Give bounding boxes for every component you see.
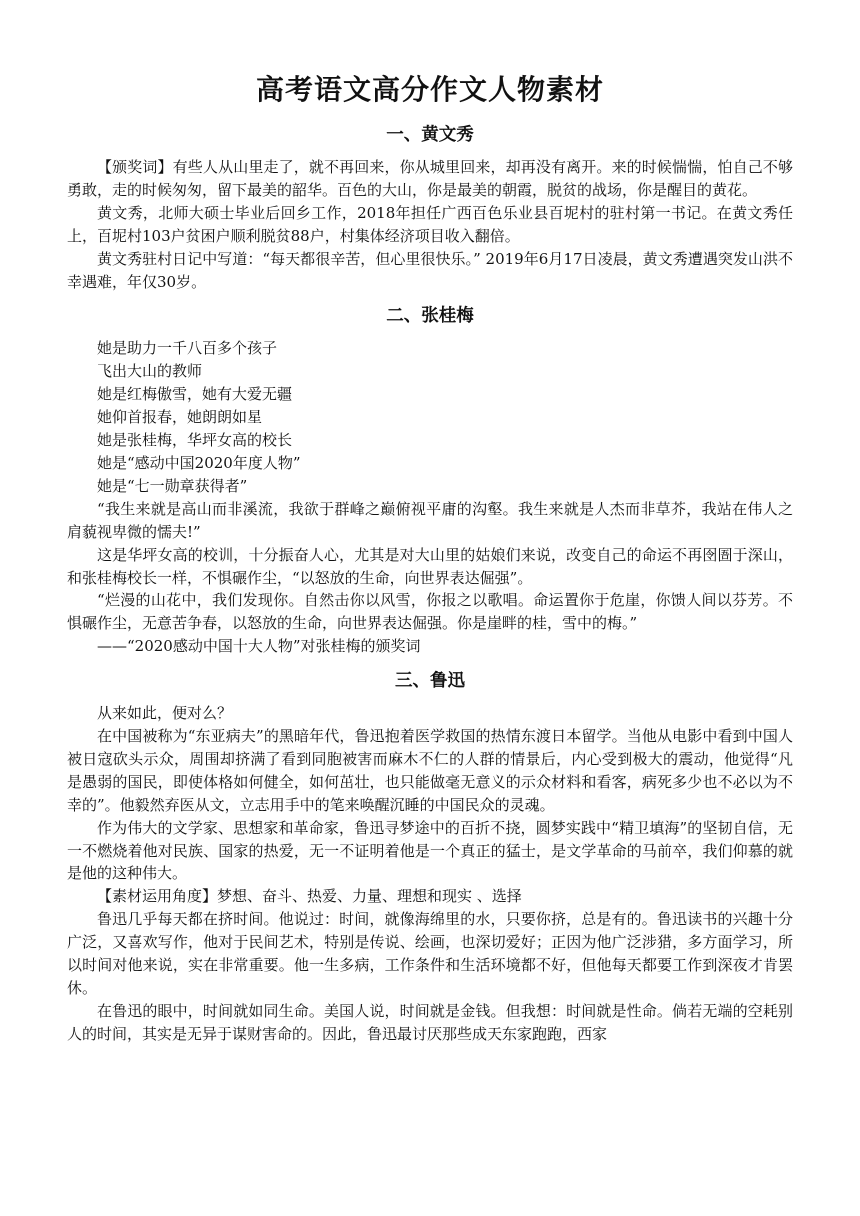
- poem-line: 她是“七一勋章获得者”: [97, 476, 248, 495]
- poem-line: 她是红梅傲雪，她有大爱无疆: [97, 385, 293, 404]
- paragraph: “我生来就是高山而非溪流，我欲于群峰之巅俯视平庸的沟壑。我生来就是人杰而非草芥，我站在伟人之肩藐视卑微的懦夫!”: [67, 499, 793, 541]
- paragraph: 【素材运用角度】梦想、奋斗、热爱、力量、理想和现实 、选择: [97, 887, 522, 906]
- poem-line: 她是“感动中国2020年度人物”: [97, 453, 301, 472]
- section-heading-huang-wenxiu: 一、黄文秀: [386, 125, 474, 145]
- paragraph: 从来如此，便对么？: [97, 704, 233, 723]
- poem-line: 她是张桂梅，华坪女高的校长: [97, 431, 293, 450]
- poem-line: 飞出大山的教师: [97, 362, 203, 381]
- paragraph: 鲁迅几乎每天都在挤时间。他说过：时间，就像海绵里的水，只要你挤，总是有的。鲁迅读书的兴趣十分广泛，又喜欢写作，他对于民间艺术，特别是传说、绘画，也深切爱好；正因为他广泛涉猎，多方面学习，所以时间对他来说，实在非常重要。他一生多病，工作条件和生活环境都不好，但他每天都要工作到深夜才肯罢休。: [67, 910, 793, 997]
- poem-line: 她是助力一千八百多个孩子: [97, 339, 278, 358]
- paragraph: 在中国被称为“东亚病夫”的黑暗年代，鲁迅抱着医学救国的热情东渡日本留学。当他从电影中看到中国人被日寇砍头示众，周围却挤满了看到同胞被害而麻木不仁的人群的情景后，内心受到极大的震动，他觉得“凡是愚弱的国民，即使体格如何健全，如何茁壮，也只能做毫无意义的示众材料和看客，病死多少也不必以为不幸的”。他毅然弃医从文，立志用手中的笔来唤醒沉睡的中国民众的灵魂。: [67, 727, 793, 814]
- poem-line: 她仰首报春，她朗朗如星: [97, 408, 263, 427]
- section-heading-lu-xun: 三、鲁迅: [395, 671, 465, 692]
- paragraph: 在鲁迅的眼中，时间就如同生命。美国人说，时间就是金钱。但我想：时间就是性命。倘若无端的空耗别人的时间，其实是无异于谋财害命的。因此，鲁迅最讨厌那些成天东家跑跑，西家: [67, 1001, 793, 1043]
- section-heading-zhang-guimei: 二、张桂梅: [386, 306, 474, 327]
- paragraph: 黄文秀驻村日记中写道：“每天都很辛苦，但心里很快乐。” 2019年6月17日凌晨，黄文秀遭遇突发山洪不幸遇难，年仅30岁。: [67, 249, 793, 291]
- document-title: 高考语文高分作文人物素材: [255, 73, 604, 106]
- paragraph: “烂漫的山花中，我们发现你。自然击你以风雪，你报之以歌唱。命运置你于危崖，你馈人间以芬芳。不惧碾作尘，无意苦争春，以怒放的生命，向世界表达倔强。你是崖畔的桂，雪中的梅。”: [67, 591, 793, 633]
- paragraph: 作为伟大的文学家、思想家和革命家，鲁迅寻梦途中的百折不挠，圆梦实践中“精卫填海”的坚韧自信，无一不燃烧着他对民族、国家的热爱，无一不证明着他是一个真正的猛士，是文学革命的马前卒，我们仰慕的就是他的这种伟大。: [67, 818, 793, 883]
- attribution: ——“2020感动中国十大人物”对张桂梅的颁奖词: [97, 637, 421, 656]
- paragraph: 【颁奖词】有些人从山里走了，就不再回来，你从城里回来，却再没有离开。来的时候惴惴，怕自己不够勇敢，走的时候匆匆，留下最美的韶华。百色的大山，你是最美的朝霞，脱贫的战场，你是醒目的黄花。: [67, 158, 793, 199]
- paragraph: 黄文秀，北师大硕士毕业后回乡工作，2018年担任广西百色乐业县百坭村的驻村第一书记。在黄文秀任上，百坭村103户贫困户顺利脱贫88户，村集体经济项目收入翻倍。: [67, 203, 793, 245]
- poem: [67, 337, 793, 497]
- document-page: [67, 68, 793, 1046]
- paragraph: 这是华坪女高的校训，十分振奋人心，尤其是对大山里的姑娘们来说，改变自己的命运不再囹圄于深山，和张桂梅校长一样，不惧碾作尘，“以怒放的生命，向世界表达倔强”。: [67, 545, 793, 587]
